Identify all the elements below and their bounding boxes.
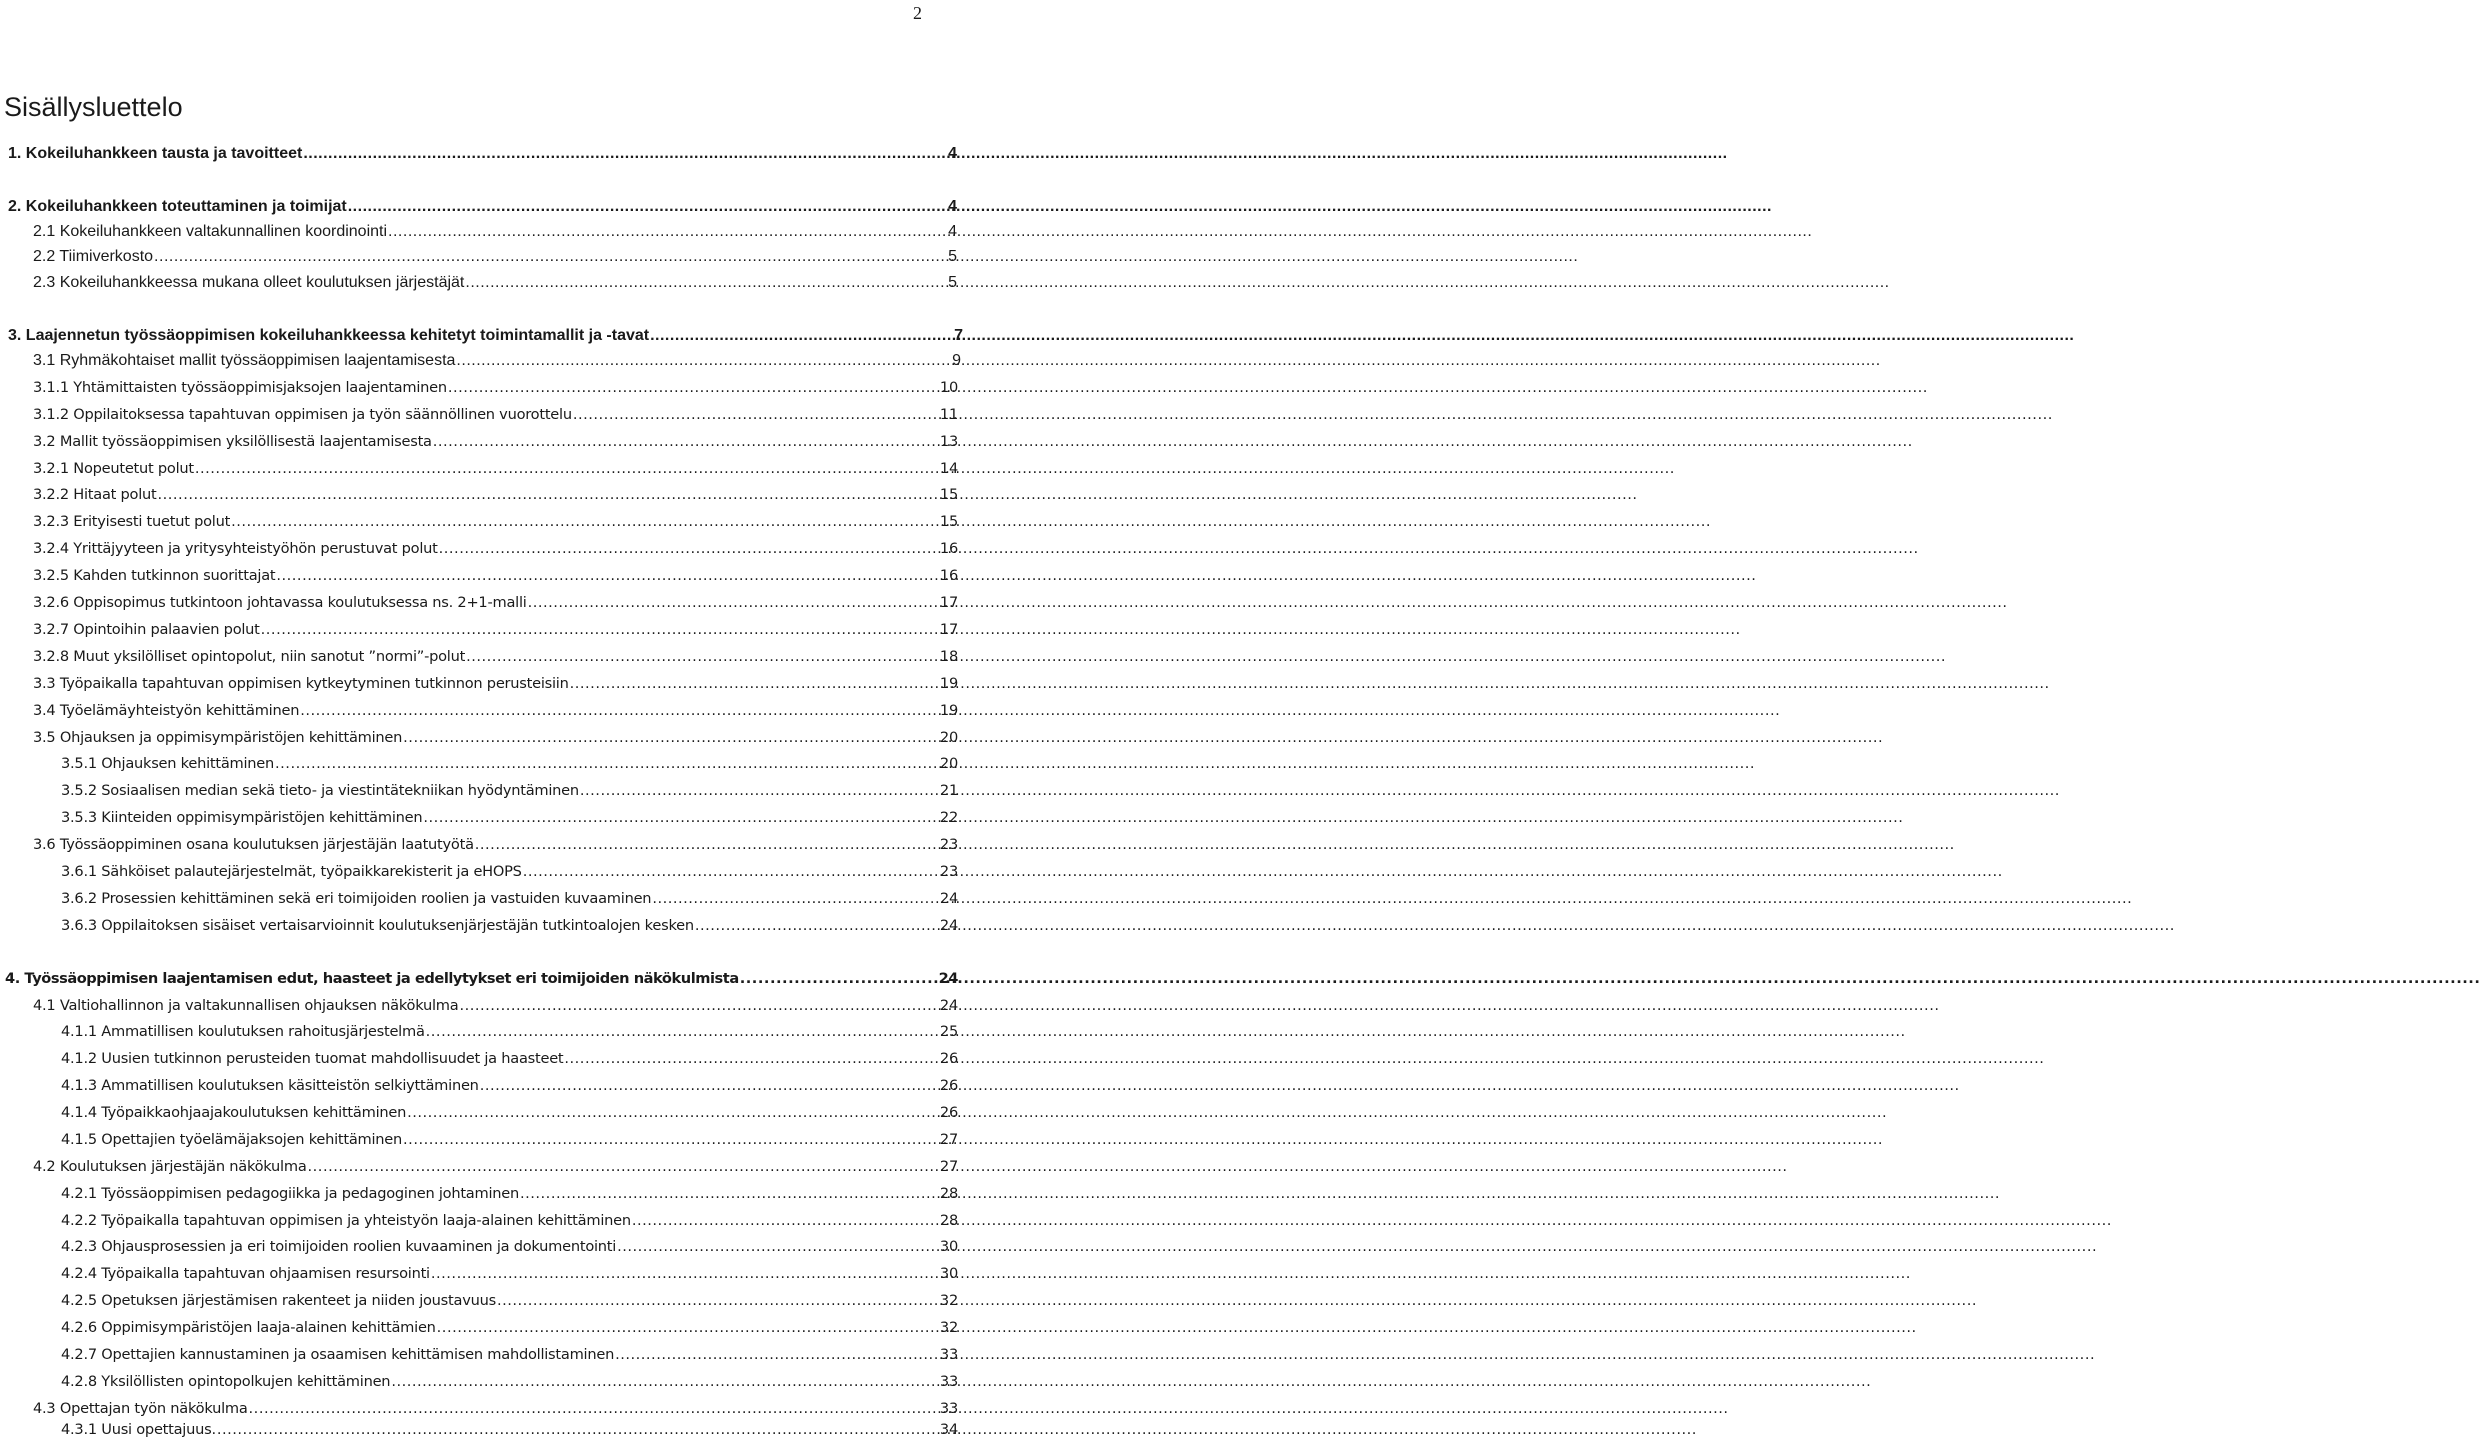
dot-leader bbox=[528, 590, 939, 617]
dot-leader bbox=[275, 751, 939, 778]
toc-entry-page: 16 bbox=[939, 540, 958, 557]
toc-entry-title: 3.4 Työelämäyhteistyön kehittäminen bbox=[33, 702, 300, 719]
toc-entry-page: 28 bbox=[939, 1212, 958, 1229]
dot-leader bbox=[564, 1046, 939, 1073]
toc-entry-page: 19 bbox=[939, 675, 958, 692]
toc-entry-page: 21 bbox=[939, 782, 958, 799]
toc-entry[interactable] bbox=[33, 671, 958, 698]
dot-leader bbox=[497, 1288, 939, 1315]
toc-entry-page: 15 bbox=[939, 513, 958, 530]
toc-entry[interactable] bbox=[33, 1154, 958, 1181]
toc-entry-page: 9 bbox=[952, 352, 961, 369]
dot-leader bbox=[276, 563, 939, 590]
toc-entry-title: 3.6.2 Prosessien kehittäminen sekä eri toimijoiden roolien ja vastuiden kuvaaminen bbox=[61, 890, 652, 907]
toc-entry-title: 3.2.3 Erityisesti tuetut polut bbox=[33, 513, 231, 530]
toc-entry[interactable] bbox=[61, 1342, 958, 1369]
toc-entry-page: 14 bbox=[939, 460, 958, 477]
toc-entry-title: 3. Laajennetun työssäoppimisen kokeiluhankkeessa kehitetyt toimintamallit ja -tavat bbox=[8, 327, 650, 344]
toc-entry[interactable] bbox=[5, 966, 958, 993]
dot-leader bbox=[423, 805, 939, 832]
toc-entry[interactable] bbox=[61, 1315, 958, 1342]
toc-entry-page: 30 bbox=[939, 1238, 958, 1255]
toc-entry[interactable] bbox=[33, 698, 958, 725]
toc-entry-title: 4.1.3 Ammatillisen koulutuksen käsitteistön selkiyttäminen bbox=[61, 1077, 479, 1094]
toc-entry-page: 26 bbox=[939, 1104, 958, 1121]
toc-entry-page: 7 bbox=[954, 327, 963, 344]
dot-leader bbox=[261, 617, 939, 644]
toc-entry[interactable] bbox=[33, 590, 958, 617]
page-number: 2 bbox=[913, 3, 922, 23]
dot-leader bbox=[231, 509, 939, 536]
toc-entry[interactable] bbox=[61, 1073, 958, 1100]
toc-entry-title: 4.2.6 Oppimisympäristöjen laaja-alainen kehittämien bbox=[61, 1319, 436, 1336]
toc-entry[interactable] bbox=[61, 1369, 958, 1396]
toc-entry-page: 4 bbox=[948, 145, 957, 162]
toc-entry-page: 28 bbox=[939, 1185, 958, 1202]
toc-entry-title: 1. Kokeiluhankkeen tausta ja tavoitteet bbox=[8, 145, 303, 162]
toc-title: Sisällysluettelo bbox=[4, 92, 183, 122]
toc-entry-page: 26 bbox=[939, 1077, 958, 1094]
toc-entry-title: 3.5.1 Ohjauksen kehittäminen bbox=[61, 755, 275, 772]
toc-entry-page: 27 bbox=[939, 1158, 958, 1175]
dot-leader bbox=[615, 1342, 939, 1369]
toc-entry[interactable] bbox=[33, 563, 958, 590]
toc-entry-page: 24 bbox=[939, 997, 958, 1014]
dot-leader bbox=[388, 219, 947, 246]
dot-leader bbox=[652, 886, 939, 913]
toc-entry-title: 3.3 Työpaikalla tapahtuvan oppimisen kytkeytyminen tutkinnon perusteisiin bbox=[33, 675, 569, 692]
toc-entry-page: 4 bbox=[948, 198, 957, 215]
toc-entry[interactable] bbox=[33, 993, 958, 1020]
toc-entry-page: 34 bbox=[939, 1421, 958, 1438]
toc-entry[interactable] bbox=[61, 1181, 958, 1208]
toc-entry-page: 5 bbox=[948, 274, 957, 291]
toc-entry-title: 3.2.8 Muut yksilölliset opintopolut, niin sanotut ”normi”-polut bbox=[33, 648, 466, 665]
toc-entry-page: 33 bbox=[939, 1400, 958, 1417]
toc-entry-title: 3.6.3 Oppilaitoksen sisäiset vertaisarvioinnit koulutuksenjärjestäjän tutkintoalojen kesken bbox=[61, 917, 694, 934]
toc-entry-page: 20 bbox=[939, 755, 958, 772]
toc-entry-page: 25 bbox=[939, 1023, 958, 1040]
toc-entry[interactable] bbox=[33, 536, 958, 563]
toc-entry[interactable] bbox=[8, 141, 957, 168]
dot-leader bbox=[403, 725, 939, 752]
toc-entry[interactable] bbox=[61, 1127, 958, 1154]
toc-entry-page: 24 bbox=[939, 890, 958, 907]
toc-entry-page: 5 bbox=[948, 248, 957, 265]
toc-entry-title: 2.3 Kokeiluhankkeessa mukana olleet koulutuksen järjestäjät bbox=[33, 274, 465, 291]
toc-entry-title: 4.2.5 Opetuksen järjestämisen rakenteet ja niiden joustavuus bbox=[61, 1292, 496, 1309]
dot-leader bbox=[348, 194, 947, 221]
toc-entry[interactable] bbox=[33, 509, 958, 536]
toc-entry-title: 4.3 Opettajan työn näkökulma bbox=[33, 1400, 248, 1417]
toc-entry-title: 4.1.1 Ammatillisen koulutuksen rahoitusjärjestelmä bbox=[61, 1023, 425, 1040]
toc-entry-title: 4.2.7 Opettajien kannustaminen ja osaamisen kehittämisen mahdollistaminen bbox=[61, 1346, 615, 1363]
toc-entry[interactable] bbox=[61, 1261, 958, 1288]
toc-entry-title: 3.2.1 Nopeutetut polut bbox=[33, 460, 194, 477]
dot-leader bbox=[403, 1127, 939, 1154]
dot-leader bbox=[740, 966, 938, 993]
dot-leader bbox=[303, 141, 947, 168]
dot-leader bbox=[195, 456, 939, 483]
toc-entry-title: 4.1 Valtiohallinnon ja valtakunnallisen ohjauksen näkökulma bbox=[33, 997, 459, 1014]
toc-entry-page: 10 bbox=[939, 379, 958, 396]
toc-entry-title: 3.2.2 Hitaat polut bbox=[33, 486, 157, 503]
toc-entry[interactable] bbox=[8, 194, 957, 221]
toc-entry-page: 24 bbox=[939, 917, 958, 934]
toc-entry[interactable] bbox=[61, 886, 958, 913]
toc-entry-page: 32 bbox=[939, 1292, 958, 1309]
dot-leader bbox=[695, 913, 939, 940]
toc-entry[interactable] bbox=[33, 482, 958, 509]
toc-entry[interactable] bbox=[33, 402, 958, 429]
toc-entry[interactable] bbox=[61, 913, 958, 940]
dot-leader bbox=[439, 536, 939, 563]
toc-entry-title: 3.2.6 Oppisopimus tutkintoon johtavassa koulutuksessa ns. 2+1-malli bbox=[33, 594, 527, 611]
dot-leader bbox=[154, 244, 947, 271]
toc-entry[interactable] bbox=[61, 859, 958, 886]
toc-entry-title: 4.2.3 Ohjausprosessien ja eri toimijoiden roolien kuvaaminen ja dokumentointi bbox=[61, 1238, 617, 1255]
toc-entry[interactable] bbox=[61, 1100, 958, 1127]
toc-entry-title: 3.2 Mallit työssäoppimisen yksilöllisestä laajentamisesta bbox=[33, 433, 432, 450]
toc-entry-title: 4.2.4 Työpaikalla tapahtuvan ohjaamisen resursointi bbox=[61, 1265, 430, 1282]
toc-entry-page: 26 bbox=[939, 1050, 958, 1067]
toc-entry-page: 33 bbox=[939, 1373, 958, 1390]
toc-entry[interactable] bbox=[33, 270, 957, 297]
toc-entry[interactable] bbox=[33, 244, 957, 271]
toc-entry-page: 17 bbox=[939, 621, 958, 638]
toc-entry[interactable] bbox=[33, 832, 958, 859]
toc-entry[interactable] bbox=[61, 1208, 958, 1235]
dot-leader bbox=[308, 1154, 939, 1181]
dot-leader bbox=[632, 1208, 939, 1235]
dot-leader bbox=[407, 1100, 939, 1127]
dot-leader bbox=[217, 1417, 939, 1444]
toc-entry-page: 19 bbox=[939, 702, 958, 719]
toc-entry-title: 3.5.3 Kiinteiden oppimisympäristöjen kehittäminen bbox=[61, 809, 423, 826]
toc-entry[interactable] bbox=[33, 219, 957, 246]
toc-entry[interactable] bbox=[33, 725, 958, 752]
toc-entry-title: 3.2.4 Yrittäjyyteen ja yritysyhteistyöhön perustuvat polut bbox=[33, 540, 438, 557]
toc-entry[interactable] bbox=[61, 751, 958, 778]
dot-leader bbox=[158, 482, 939, 509]
dot-leader bbox=[433, 429, 939, 456]
toc-entry-title: 2. Kokeiluhankkeen toteuttaminen ja toimijat bbox=[8, 198, 347, 215]
dot-leader bbox=[650, 323, 953, 350]
dot-leader bbox=[465, 270, 947, 297]
toc-entry-page: 27 bbox=[939, 1131, 958, 1148]
toc-entry-page: 23 bbox=[939, 836, 958, 853]
toc-entry[interactable] bbox=[33, 429, 958, 456]
dot-leader bbox=[570, 671, 939, 698]
dot-leader bbox=[617, 1234, 939, 1261]
toc-entry-title: 3.2.7 Opintoihin palaavien polut bbox=[33, 621, 260, 638]
toc-entry-page: 15 bbox=[939, 486, 958, 503]
dot-leader bbox=[573, 402, 939, 429]
toc-entry[interactable] bbox=[61, 1288, 958, 1315]
dot-leader bbox=[459, 993, 938, 1020]
toc-entry-page: 13 bbox=[939, 433, 958, 450]
toc-entry-title: 2.2 Tiimiverkosto bbox=[33, 248, 154, 265]
toc-entry-title: 3.1 Ryhmäkohtaiset mallit työssäoppimisen laajentamisesta bbox=[33, 352, 456, 369]
toc-entry[interactable] bbox=[33, 375, 958, 402]
toc-entry-title: 3.1.1 Yhtämittaisten työssäoppimisjaksojen laajentaminen bbox=[33, 379, 447, 396]
toc-entry-title: 4.3.1 Uusi opettajuus. bbox=[61, 1421, 216, 1438]
toc-entry-title: 3.1.2 Oppilaitoksessa tapahtuvan oppimisen ja työn säännöllinen vuorottelu bbox=[33, 406, 572, 423]
dot-leader bbox=[480, 1073, 939, 1100]
toc-entry-page: 23 bbox=[939, 863, 958, 880]
toc-entry-title: 4. Työssäoppimisen laajentamisen edut, haasteet ja edellytykset eri toimijoiden näkökulmista bbox=[5, 970, 739, 987]
toc-entry-page: 11 bbox=[939, 406, 958, 423]
toc-entry-title: 2.1 Kokeiluhankkeen valtakunnallinen koordinointi bbox=[33, 223, 388, 240]
toc-entry-page: 32 bbox=[939, 1319, 958, 1336]
dot-leader bbox=[300, 698, 939, 725]
dot-leader bbox=[391, 1369, 939, 1396]
toc-entry-page: 18 bbox=[939, 648, 958, 665]
toc-entry-page: 24 bbox=[938, 970, 958, 987]
toc-entry[interactable] bbox=[33, 456, 958, 483]
toc-entry-page: 30 bbox=[939, 1265, 958, 1282]
toc-entry-title: 4.1.4 Työpaikkaohjaajakoulutuksen kehittäminen bbox=[61, 1104, 407, 1121]
toc-entry-page: 33 bbox=[939, 1346, 958, 1363]
toc-entry-title: 4.2.2 Työpaikalla tapahtuvan oppimisen ja yhteistyön laaja-alainen kehittäminen bbox=[61, 1212, 631, 1229]
toc-entry-page: 4 bbox=[948, 223, 957, 240]
toc-entry-title: 3.5.2 Sosiaalisen median sekä tieto- ja viestintätekniikan hyödyntäminen bbox=[61, 782, 579, 799]
toc-entry-title: 4.2 Koulutuksen järjestäjän näkökulma bbox=[33, 1158, 307, 1175]
toc-entry-page: 17 bbox=[939, 594, 958, 611]
toc-entry-title: 3.6.1 Sähköiset palautejärjestelmät, työpaikkarekisterit ja eHOPS bbox=[61, 863, 522, 880]
toc-entry[interactable] bbox=[8, 323, 963, 350]
dot-leader bbox=[520, 1181, 939, 1208]
toc-entry[interactable] bbox=[33, 617, 958, 644]
toc-entry-title: 4.2.8 Yksilöllisten opintopolkujen kehittäminen bbox=[61, 1373, 391, 1390]
toc-entry[interactable] bbox=[61, 1019, 958, 1046]
dot-leader bbox=[431, 1261, 939, 1288]
toc-entry[interactable] bbox=[61, 1046, 958, 1073]
dot-leader bbox=[466, 644, 939, 671]
dot-leader bbox=[437, 1315, 939, 1342]
toc-entry-page: 16 bbox=[939, 567, 958, 584]
dot-leader bbox=[448, 375, 939, 402]
toc-entry[interactable] bbox=[61, 1234, 958, 1261]
toc-entry[interactable] bbox=[33, 348, 961, 375]
toc-entry-title: 3.5 Ohjauksen ja oppimisympäristöjen kehittäminen bbox=[33, 729, 403, 746]
toc-entry-title: 4.1.5 Opettajien työelämäjaksojen kehittäminen bbox=[61, 1131, 403, 1148]
toc-entry-page: 22 bbox=[939, 809, 958, 826]
dot-leader bbox=[456, 348, 951, 375]
toc-entry-title: 3.6 Työssäoppiminen osana koulutuksen järjestäjän laatutyötä bbox=[33, 836, 474, 853]
dot-leader bbox=[523, 859, 939, 886]
toc-entry[interactable] bbox=[61, 805, 958, 832]
toc-entry-title: 4.1.2 Uusien tutkinnon perusteiden tuomat mahdollisuudet ja haasteet bbox=[61, 1050, 564, 1067]
toc-entry-title: 4.2.1 Työssäoppimisen pedagogiikka ja pedagoginen johtaminen bbox=[61, 1185, 519, 1202]
toc-entry[interactable] bbox=[61, 778, 958, 805]
toc-entry-page: 20 bbox=[939, 729, 958, 746]
toc-entry[interactable] bbox=[33, 644, 958, 671]
toc-entry-title: 3.2.5 Kahden tutkinnon suorittajat bbox=[33, 567, 276, 584]
dot-leader bbox=[475, 832, 939, 859]
dot-leader bbox=[426, 1019, 939, 1046]
toc-entry[interactable] bbox=[61, 1417, 958, 1444]
dot-leader bbox=[580, 778, 939, 805]
